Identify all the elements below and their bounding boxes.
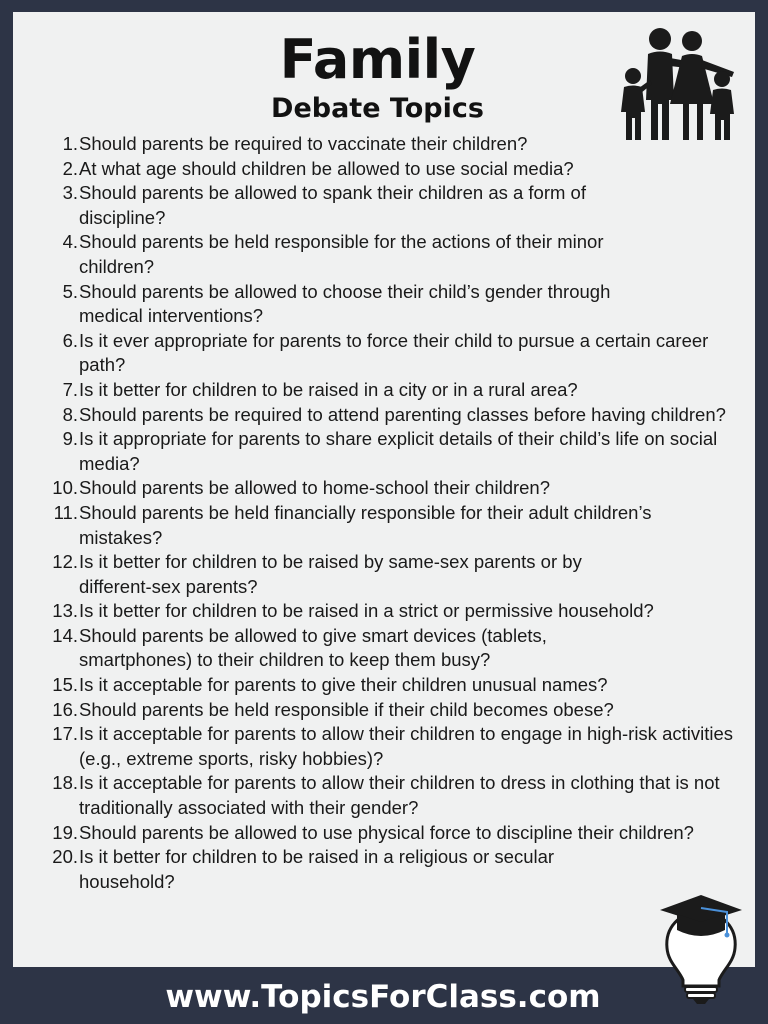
- item-text: Should parents be required to vaccinate their children?: [79, 133, 528, 154]
- item-text: Is it better for children to be raised in a city or in a rural area?: [79, 378, 578, 400]
- item-text: Should parents be allowed to home-school their children?: [79, 477, 551, 499]
- item-text: Is it ever appropriate for parents to force their child to pursue a certain career path?: [79, 329, 709, 376]
- item-text: Should parents be held financially responsible for their adult children’s mistakes?: [79, 501, 652, 548]
- item-text: Should parents be allowed to use physical force to discipline their children?: [79, 821, 694, 843]
- topic-list: [44, 132, 734, 894]
- list-item: [44, 845, 734, 894]
- item-number: 20.: [52, 846, 78, 868]
- item-text: Is it better for children to be raised in a strict or permissive household?: [79, 600, 654, 622]
- list-item: [44, 427, 734, 476]
- item-number: 17.: [52, 723, 78, 745]
- list-item: [44, 624, 734, 673]
- footer-url-text: www.TopicsForClass.com: [165, 979, 601, 1015]
- page-subtitle: Debate Topics: [271, 93, 484, 124]
- item-number: 18.: [52, 772, 78, 794]
- family-icon: [612, 24, 742, 144]
- item-text: Is it acceptable for parents to give their children unusual names?: [79, 674, 608, 696]
- list-item: [44, 821, 734, 846]
- page-title: Family: [279, 28, 476, 91]
- item-text: Is it acceptable for parents to allow their children to engage in high-risk activities (e.g., extreme sports, risky hobbies)?: [79, 723, 734, 769]
- list-item: [44, 550, 734, 599]
- item-text: Is it better for children to be raised by same-sex parents or by different-sex parents?: [79, 551, 582, 597]
- list-item: [44, 673, 734, 698]
- list-item: [44, 722, 734, 771]
- item-number: 15.: [52, 674, 78, 696]
- item-number: 16.: [52, 698, 78, 720]
- item-text: Is it acceptable for parents to allow their children to dress in clothing that is not traditionally associated with their gender?: [79, 772, 720, 819]
- item-number: 3.: [62, 182, 78, 204]
- item-number: 2.: [62, 157, 78, 179]
- item-text: Should parents be required to attend parenting classes before having children?: [79, 403, 726, 425]
- list-item: [44, 698, 734, 723]
- list-item: [44, 280, 734, 329]
- item-number: 7.: [62, 378, 78, 400]
- list-item: [44, 476, 734, 501]
- item-number: 13.: [52, 600, 78, 622]
- item-number: 10.: [52, 477, 78, 499]
- list-item: [44, 771, 734, 820]
- item-number: 5.: [62, 280, 78, 302]
- item-number: 14.: [52, 624, 78, 646]
- list-item: [44, 181, 734, 230]
- item-text: Is it better for children to be raised in a religious or secular household?: [79, 846, 555, 892]
- footer-url: [0, 970, 768, 1024]
- item-number: 12.: [52, 551, 78, 573]
- item-text: Should parents be held responsible if their child becomes obese?: [79, 698, 614, 720]
- item-number: 11.: [53, 501, 78, 523]
- list-item: [44, 329, 734, 378]
- list-item: [44, 599, 734, 624]
- list-item: [44, 157, 734, 182]
- list-item: [44, 378, 734, 403]
- item-text: Is it appropriate for parents to share explicit details of their child’s life on social media?: [79, 428, 718, 474]
- item-number: 8.: [62, 403, 78, 425]
- item-number: 6.: [62, 329, 78, 351]
- item-text: Should parents be allowed to spank their children as a form of discipline?: [79, 182, 586, 228]
- item-text: Should parents be allowed to choose their child’s gender through medical interventions?: [79, 280, 611, 327]
- item-number: 19.: [52, 821, 78, 843]
- item-text: At what age should children be allowed to use social media?: [79, 157, 574, 179]
- list-item: [44, 403, 734, 428]
- list-item: [44, 230, 734, 279]
- item-text: Should parents be allowed to give smart devices (tablets, smartphones) to their children to keep them busy?: [79, 624, 547, 671]
- item-number: 4.: [62, 231, 78, 253]
- item-text: Should parents be held responsible for the actions of their minor children?: [79, 231, 604, 277]
- list-item: [44, 132, 734, 157]
- item-number: 1.: [62, 133, 78, 154]
- list-item: [44, 501, 734, 550]
- item-number: 9.: [62, 428, 78, 450]
